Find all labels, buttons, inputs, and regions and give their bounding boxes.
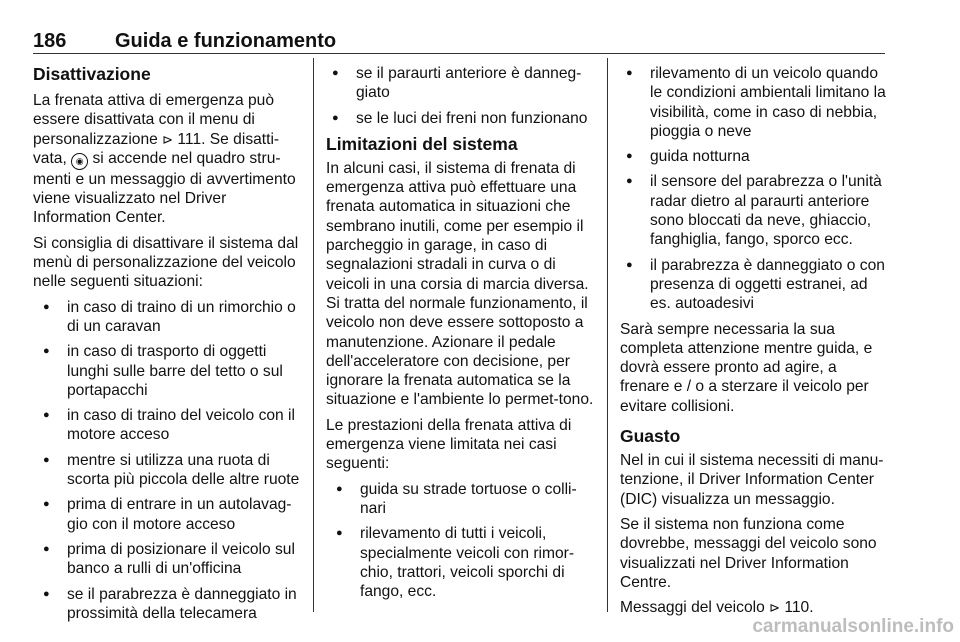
watermark: carmanualsonline.info — [752, 616, 954, 637]
page-number: 186 — [33, 30, 67, 52]
header-rule — [33, 53, 885, 54]
list-item: ● rilevamento di un veicolo quando le condizioni ambientali limitano la visibilità, come in caso di nebbia, pioggia o neve — [620, 64, 888, 141]
list-item: ● guida notturna — [620, 147, 888, 166]
list-item: ● mentre si utilizza una ruota di scorta più piccola delle altre ruote — [33, 451, 301, 490]
page-header — [33, 30, 885, 52]
paragraph-attenzione: Sarà sempre necessaria la sua completa attenzione mentre guida, e dovrà essere pronto ad agire, a frenare e / o a sterzare il veicolo per evitare collisioni. — [620, 320, 873, 415]
list-item: ● prima di posizionare il veicolo sul banco a rulli di un'officina — [33, 540, 301, 579]
list-item: ● rilevamento di tutti i veicoli, specialmente veicoli con rimor-chio, trattori, veicoli sporchi di fango, ecc. — [326, 524, 594, 601]
limitations-list-continued — [620, 64, 888, 314]
list-item: ● il parabrezza è danneggiato o con presenza di oggetti estranei, ad es. autoadesivi — [620, 256, 888, 314]
list-item: ● in caso di traino di un rimorchio o di un caravan — [33, 298, 301, 337]
list-item: ● prima di entrare in un autolavag-gio con il motore acceso — [33, 495, 301, 534]
paragraph-limitazioni: In alcuni casi, il sistema di frenata di emergenza attiva può effettuare una frenata automatica in situazioni che sembrano inutili, come per esempio il parcheggio in garage, in caso di segnalazioni stradali in curva o di veicoli in una corsia di marcia diversa. Si tratta del normale funzionamento, il veicolo non deve essere sottoposto a manutenzione. Azionare il pedale dell'acceleratore con decisione, per ignorare la frenata automatica se la situazione e l'ambiente lo permet-tono. — [326, 159, 594, 409]
list-item: ● guida su strade tortuose o colli-nari — [326, 480, 594, 519]
heading-guasto: Guasto — [620, 426, 681, 447]
heading-limitazioni: Limitazioni del sistema — [326, 133, 518, 154]
situations-list-continued — [326, 64, 594, 128]
section-title: Guida e funzionamento — [115, 30, 337, 52]
paragraph-situazioni: Si consiglia di disattivare il sistema dal menù di personalizzazione del veicolo nelle seguenti situazioni: — [33, 234, 299, 291]
page-ref-arrow-icon[interactable]: ⊳ — [162, 131, 174, 147]
paragraph-messaggi: Messaggi del veicolo ⊳ 110. — [620, 599, 814, 617]
paragraph-malfunzionamento: Se il sistema non funziona come dovrebbe, messaggi del veicolo sono visualizzati nel Driver Information Centre. — [620, 515, 877, 591]
list-item: ● in caso di trasporto di oggetti lunghi sulle barre del tetto o sul portapacchi — [33, 342, 301, 400]
column-3 — [620, 64, 888, 623]
list-item: ● se le luci dei freni non funzionano — [326, 109, 594, 128]
paragraph-prestazioni: Le prestazioni della frenata attiva di emergenza viene limitata nei casi seguenti: — [326, 416, 572, 473]
list-item: ● il sensore del parabrezza o l'unità radar dietro al paraurti anteriore sono bloccati da neve, ghiaccio, fanghiglia, fango, sporco ecc. — [620, 172, 888, 249]
column-divider-1 — [313, 58, 314, 612]
situations-list — [33, 298, 301, 623]
heading-disattivazione: Disattivazione — [33, 64, 151, 84]
column-2 — [326, 64, 594, 607]
paragraph-disattivazione: La frenata attiva di emergenza può essere disattivata con il menu di personalizzazione ⊳ 111. Se disatti-vata, ◉ si accende nel quadro stru-menti e un messaggio di avvertimento viene visualizzato nel Driver Information Center. — [33, 92, 296, 227]
column-1 — [33, 64, 301, 629]
page-ref-arrow-icon[interactable]: ⊳ — [769, 600, 780, 616]
list-item: ● se il paraurti anteriore è danneg-giato — [326, 64, 594, 103]
list-item: ● in caso di traino del veicolo con il motore acceso — [33, 406, 301, 445]
limitations-list — [326, 480, 594, 602]
column-divider-2 — [607, 58, 608, 612]
list-item: ● se il parabrezza è danneggiato in prossimità della telecamera — [33, 585, 301, 624]
warning-car-icon: ◉ — [71, 153, 88, 170]
paragraph-guasto: Nel in cui il sistema necessiti di manu-tenzione, il Driver Information Center (DIC) visualizza un messaggio. — [620, 452, 884, 508]
